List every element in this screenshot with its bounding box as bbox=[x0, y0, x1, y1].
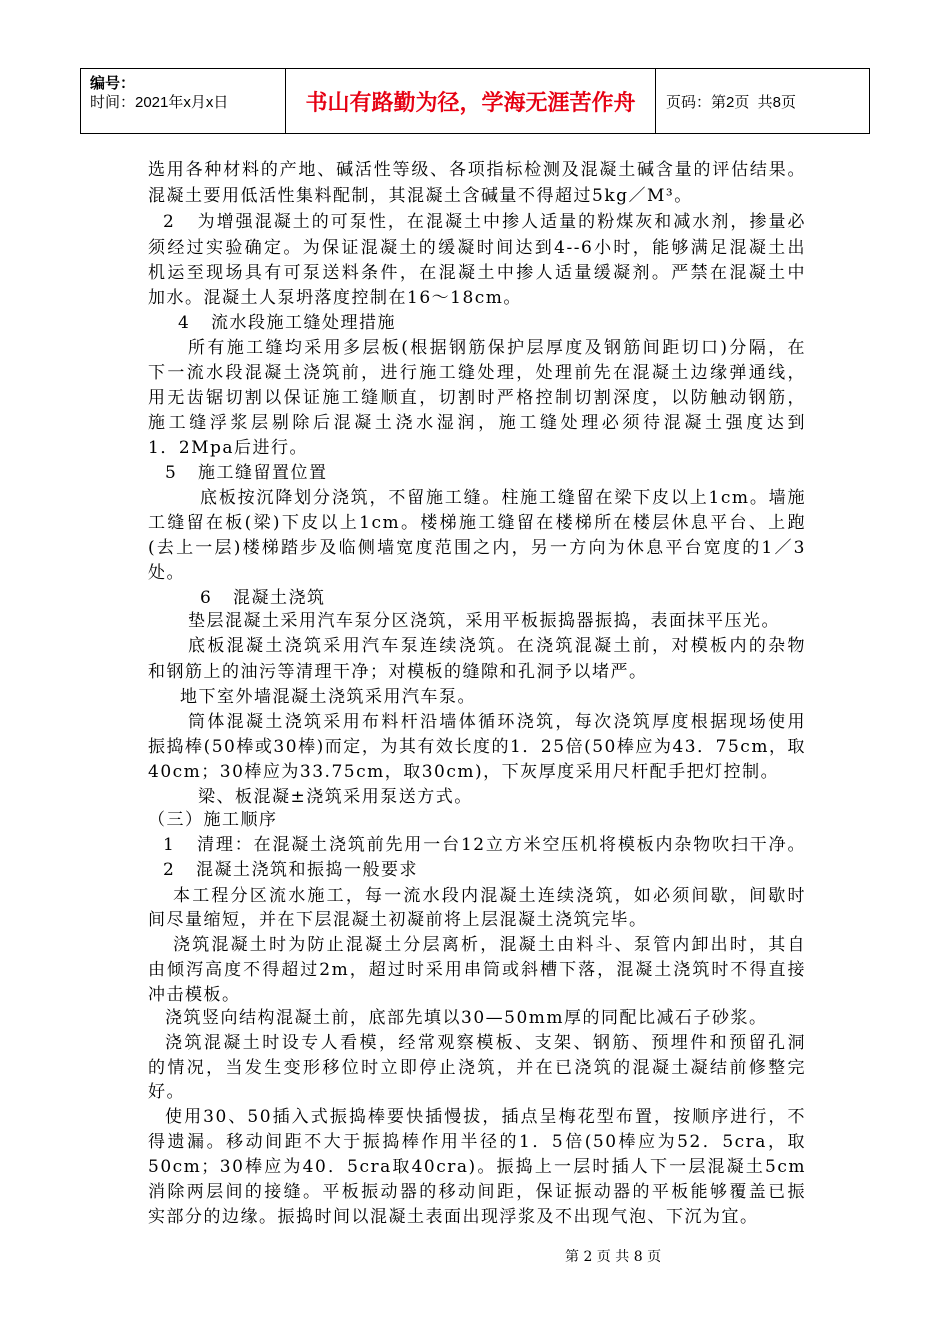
body-line: 消除两层间的接缝。平板振动器的移动间距，保证振动器的平板能够覆盖已振 bbox=[148, 1182, 806, 1202]
body-line: 梁、板混凝±浇筑采用泵送方式。 bbox=[198, 787, 473, 807]
section-heading: 6 混凝土浇筑 bbox=[200, 588, 326, 608]
header-table bbox=[80, 68, 870, 134]
body-line: 浇筑混凝土时为防止混凝土分层离析，混凝土由料斗、泵管内卸出时，其自 bbox=[173, 935, 806, 955]
body-line: 使用30、50插入式振捣棒要快插慢拔，插点呈梅花型布置，按顺序进行，不 bbox=[165, 1107, 806, 1127]
body-line: 间尽量缩短，并在下层混凝土初凝前将上层混凝土浇筑完毕。 bbox=[148, 910, 648, 930]
body-line: 机运至现场具有可泵送料条件，在混凝土中掺人适量缓凝剂。严禁在混凝土中 bbox=[148, 263, 806, 283]
body-line: 底板按沉降划分浇筑，不留施工缝。柱施工缝留在梁下皮以上1cm。墙施 bbox=[200, 488, 806, 508]
body-line: 和钢筋上的油污等清理干净；对模板的缝隙和孔洞予以堵严。 bbox=[148, 662, 648, 682]
body-line: 工缝留在板(梁)下皮以上1cm。楼梯施工缝留在楼梯所在楼层休息平台、上跑 bbox=[148, 513, 806, 533]
section-heading: （三）施工顺序 bbox=[148, 810, 278, 830]
body-line: 筒体混凝土浇筑采用布料杆沿墙体循环浇筑，每次浇筑厚度根据现场使用 bbox=[188, 712, 806, 732]
body-line: 地下室外墙混凝土浇筑采用汽车泵。 bbox=[180, 687, 476, 707]
header-page-indicator: 页码：第2页 共8页 bbox=[666, 93, 797, 111]
header-motto: 书山有路勤为径，学海无涯苦作舟 bbox=[305, 89, 636, 115]
body-line: 50cm；30棒应为40．5cra取40cra)。振捣上一层时插人下一层混凝土5cm bbox=[148, 1157, 806, 1177]
section-heading: 4 流水段施工缝处理措施 bbox=[178, 313, 397, 333]
body-line: 用无齿锯切割以保证施工缝顺直，切割时严格控制切割深度，以防触动钢筋， bbox=[148, 388, 806, 408]
body-line: (去上一层)楼梯踏步及临侧墙宽度范围之内，另一方向为休息平台宽度的1／3 bbox=[148, 538, 806, 558]
body-line: 好。 bbox=[148, 1082, 185, 1102]
document-date: 时间：2021年x月x日 bbox=[90, 94, 229, 111]
body-line: 加水。混凝土人泵坍落度控制在16～18cm。 bbox=[148, 288, 522, 308]
page-footer: 第 2 页 共 8 页 bbox=[565, 1249, 662, 1265]
section-heading: 5 施工缝留置位置 bbox=[165, 463, 328, 483]
body-line: 底板混凝土浇筑采用汽车泵连续浇筑。在浇筑混凝土前，对模板内的杂物 bbox=[188, 636, 806, 656]
body-line: 1 清理：在混凝土浇筑前先用一台12立方米空压机将模板内杂物吹扫干净。 bbox=[163, 835, 806, 855]
header-motto-cell bbox=[286, 69, 656, 133]
body-line: 处。 bbox=[148, 563, 185, 583]
body-line: 1．2Mpa后进行。 bbox=[148, 438, 309, 458]
body-line: 下一流水段混凝土浇筑前，进行施工缝处理，处理前先在混凝土边缘弹通线， bbox=[148, 363, 806, 383]
body-line: 浇筑混凝土时设专人看模，经常观察模板、支架、钢筋、预埋件和预留孔洞 bbox=[165, 1033, 806, 1053]
body-line: 所有施工缝均采用多层板(根据钢筋保护层厚度及钢筋间距切口)分隔，在 bbox=[188, 338, 806, 358]
body-line: 冲击模板。 bbox=[148, 985, 241, 1005]
body-line: 混凝土要用低活性集料配制，其混凝土含碱量不得超过5kg／M³。 bbox=[148, 186, 693, 206]
body-line: 须经过实验确定。为保证混凝土的缓凝时间达到4--6小时，能够满足混凝土出 bbox=[148, 238, 806, 258]
section-heading: 2 混凝土浇筑和振捣一般要求 bbox=[163, 860, 419, 880]
body-line: 的情况，当发生变形移位时立即停止浇筑，并在已浇筑的混凝土凝结前修整完 bbox=[148, 1058, 806, 1078]
body-line: 浇筑竖向结构混凝土前，底部先填以30—50mm厚的同配比减石子砂浆。 bbox=[165, 1008, 768, 1028]
body-line: 得遗漏。移动间距不大于振捣棒作用半径的1．5倍(50棒应为52．5cra，取 bbox=[148, 1132, 806, 1152]
body-line: 施工缝浮浆层剔除后混凝土浇水湿润，施工缝处理必须待混凝土强度达到 bbox=[148, 413, 806, 433]
body-line: 垫层混凝土采用汽车泵分区浇筑，采用平板振捣器振捣，表面抹平压光。 bbox=[188, 611, 780, 631]
body-line: 由倾泻高度不得超过2m，超过时采用串筒或斜槽下落，混凝土浇筑时不得直接 bbox=[148, 960, 806, 980]
header-info-cell bbox=[81, 69, 286, 133]
body-line: 40cm；30棒应为33.75cm，取30cm)，下灰厚度采用尺杆配手把灯控制。 bbox=[148, 762, 780, 782]
body-line: 选用各种材料的产地、碱活性等级、各项指标检测及混凝土碱含量的评估结果。 bbox=[148, 160, 806, 180]
body-line: 振捣棒(50棒或30棒)而定，为其有效长度的1．25倍(50棒应为43．75cm，取 bbox=[148, 737, 806, 757]
header-page-cell bbox=[656, 69, 869, 133]
body-line: 本工程分区流水施工，每一流水段内混凝土连续浇筑，如必须间歇，间歇时 bbox=[173, 886, 806, 906]
body-line: 实部分的边缘。振捣时间以混凝土表面出现浮浆及不出现气泡、下沉为宜。 bbox=[148, 1207, 759, 1227]
document-number-label: 编号： bbox=[90, 75, 136, 92]
body-line: 2 为增强混凝土的可泵性，在混凝土中掺人适量的粉煤灰和减水剂，掺量必 bbox=[163, 212, 806, 232]
